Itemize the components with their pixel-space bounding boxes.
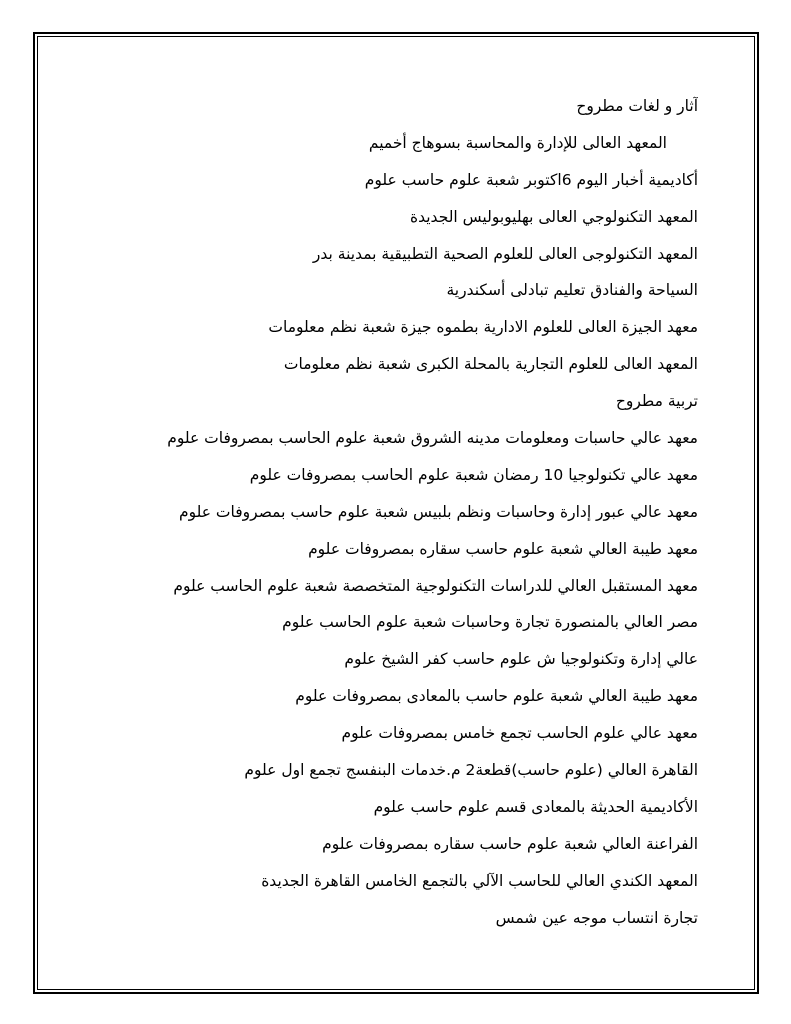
list-line: المعهد العالى للعلوم التجارية بالمحلة الكبرى شعبة نظم معلومات (283, 355, 698, 374)
list-line: معهد الجيزة العالى للعلوم الادارية بطموه جيزة شعبة نظم معلومات (268, 318, 698, 337)
list-line: تجارة انتساب موجه عين شمس (495, 908, 698, 927)
list-line: آثار و لغات مطروح (576, 97, 698, 115)
list-line: القاهرة العالي (علوم حاسب)قطعة2 م.خدمات البنفسج تجمع اول علوم (244, 761, 698, 780)
list-line: تربية مطروح (615, 392, 698, 411)
list-line: معهد طيبة العالي شعبة علوم حاسب بالمعادى بمصروفات علوم (295, 687, 698, 706)
list-line: الفراعنة العالي شعبة علوم حاسب سقاره بمصروفات علوم (322, 834, 698, 853)
institute-list (60, 88, 698, 936)
list-line: المعهد العالى للإدارة والمحاسبة بسوهاج أخميم (368, 133, 667, 152)
list-line: معهد المستقبل العالي للدراسات التكنولوجية المتخصصة شعبة علوم الحاسب علوم (173, 576, 698, 595)
list-line: معهد عالي حاسبات ومعلومات مدينه الشروق شعبة علوم الحاسب بمصروفات علوم (167, 429, 698, 448)
list-line: المعهد التكنولوجي العالى بهليوبوليس الجديدة (409, 207, 698, 226)
list-line: عالي إدارة وتكنولوجيا ش علوم حاسب كفر الشيخ علوم (344, 650, 698, 669)
list-line: الأكاديمية الحديثة بالمعادى قسم علوم حاسب علوم (373, 797, 698, 816)
list-line: معهد عالي عبور إدارة وحاسبات ونظم بلبيس شعبة علوم حاسب بمصروفات علوم (179, 502, 698, 521)
list-line: أكاديمية أخبار اليوم 6اكتوبر شعبة علوم حاسب علوم (364, 170, 698, 189)
list-line: معهد عالي علوم الحاسب تجمع خامس بمصروفات علوم (341, 724, 698, 743)
list-line: معهد عالي تكنولوجيا 10 رمضان شعبة علوم الحاسب بمصروفات علوم (249, 465, 698, 484)
list-line: المعهد التكنولوجى العالى للعلوم الصحية التطبيقية بمدينة بدر (312, 244, 698, 263)
list-line: معهد طيبة العالي شعبة علوم حاسب سقاره بمصروفات علوم (308, 539, 698, 558)
list-line: السياحة والفنادق تعليم تبادلى أسكندرية (446, 281, 698, 300)
list-line: مصر العالي بالمنصورة تجارة وحاسبات شعبة علوم الحاسب علوم (282, 613, 698, 632)
list-line: المعهد الكندي العالي للحاسب الآلي بالتجمع الخامس القاهرة الجديدة (261, 871, 698, 890)
